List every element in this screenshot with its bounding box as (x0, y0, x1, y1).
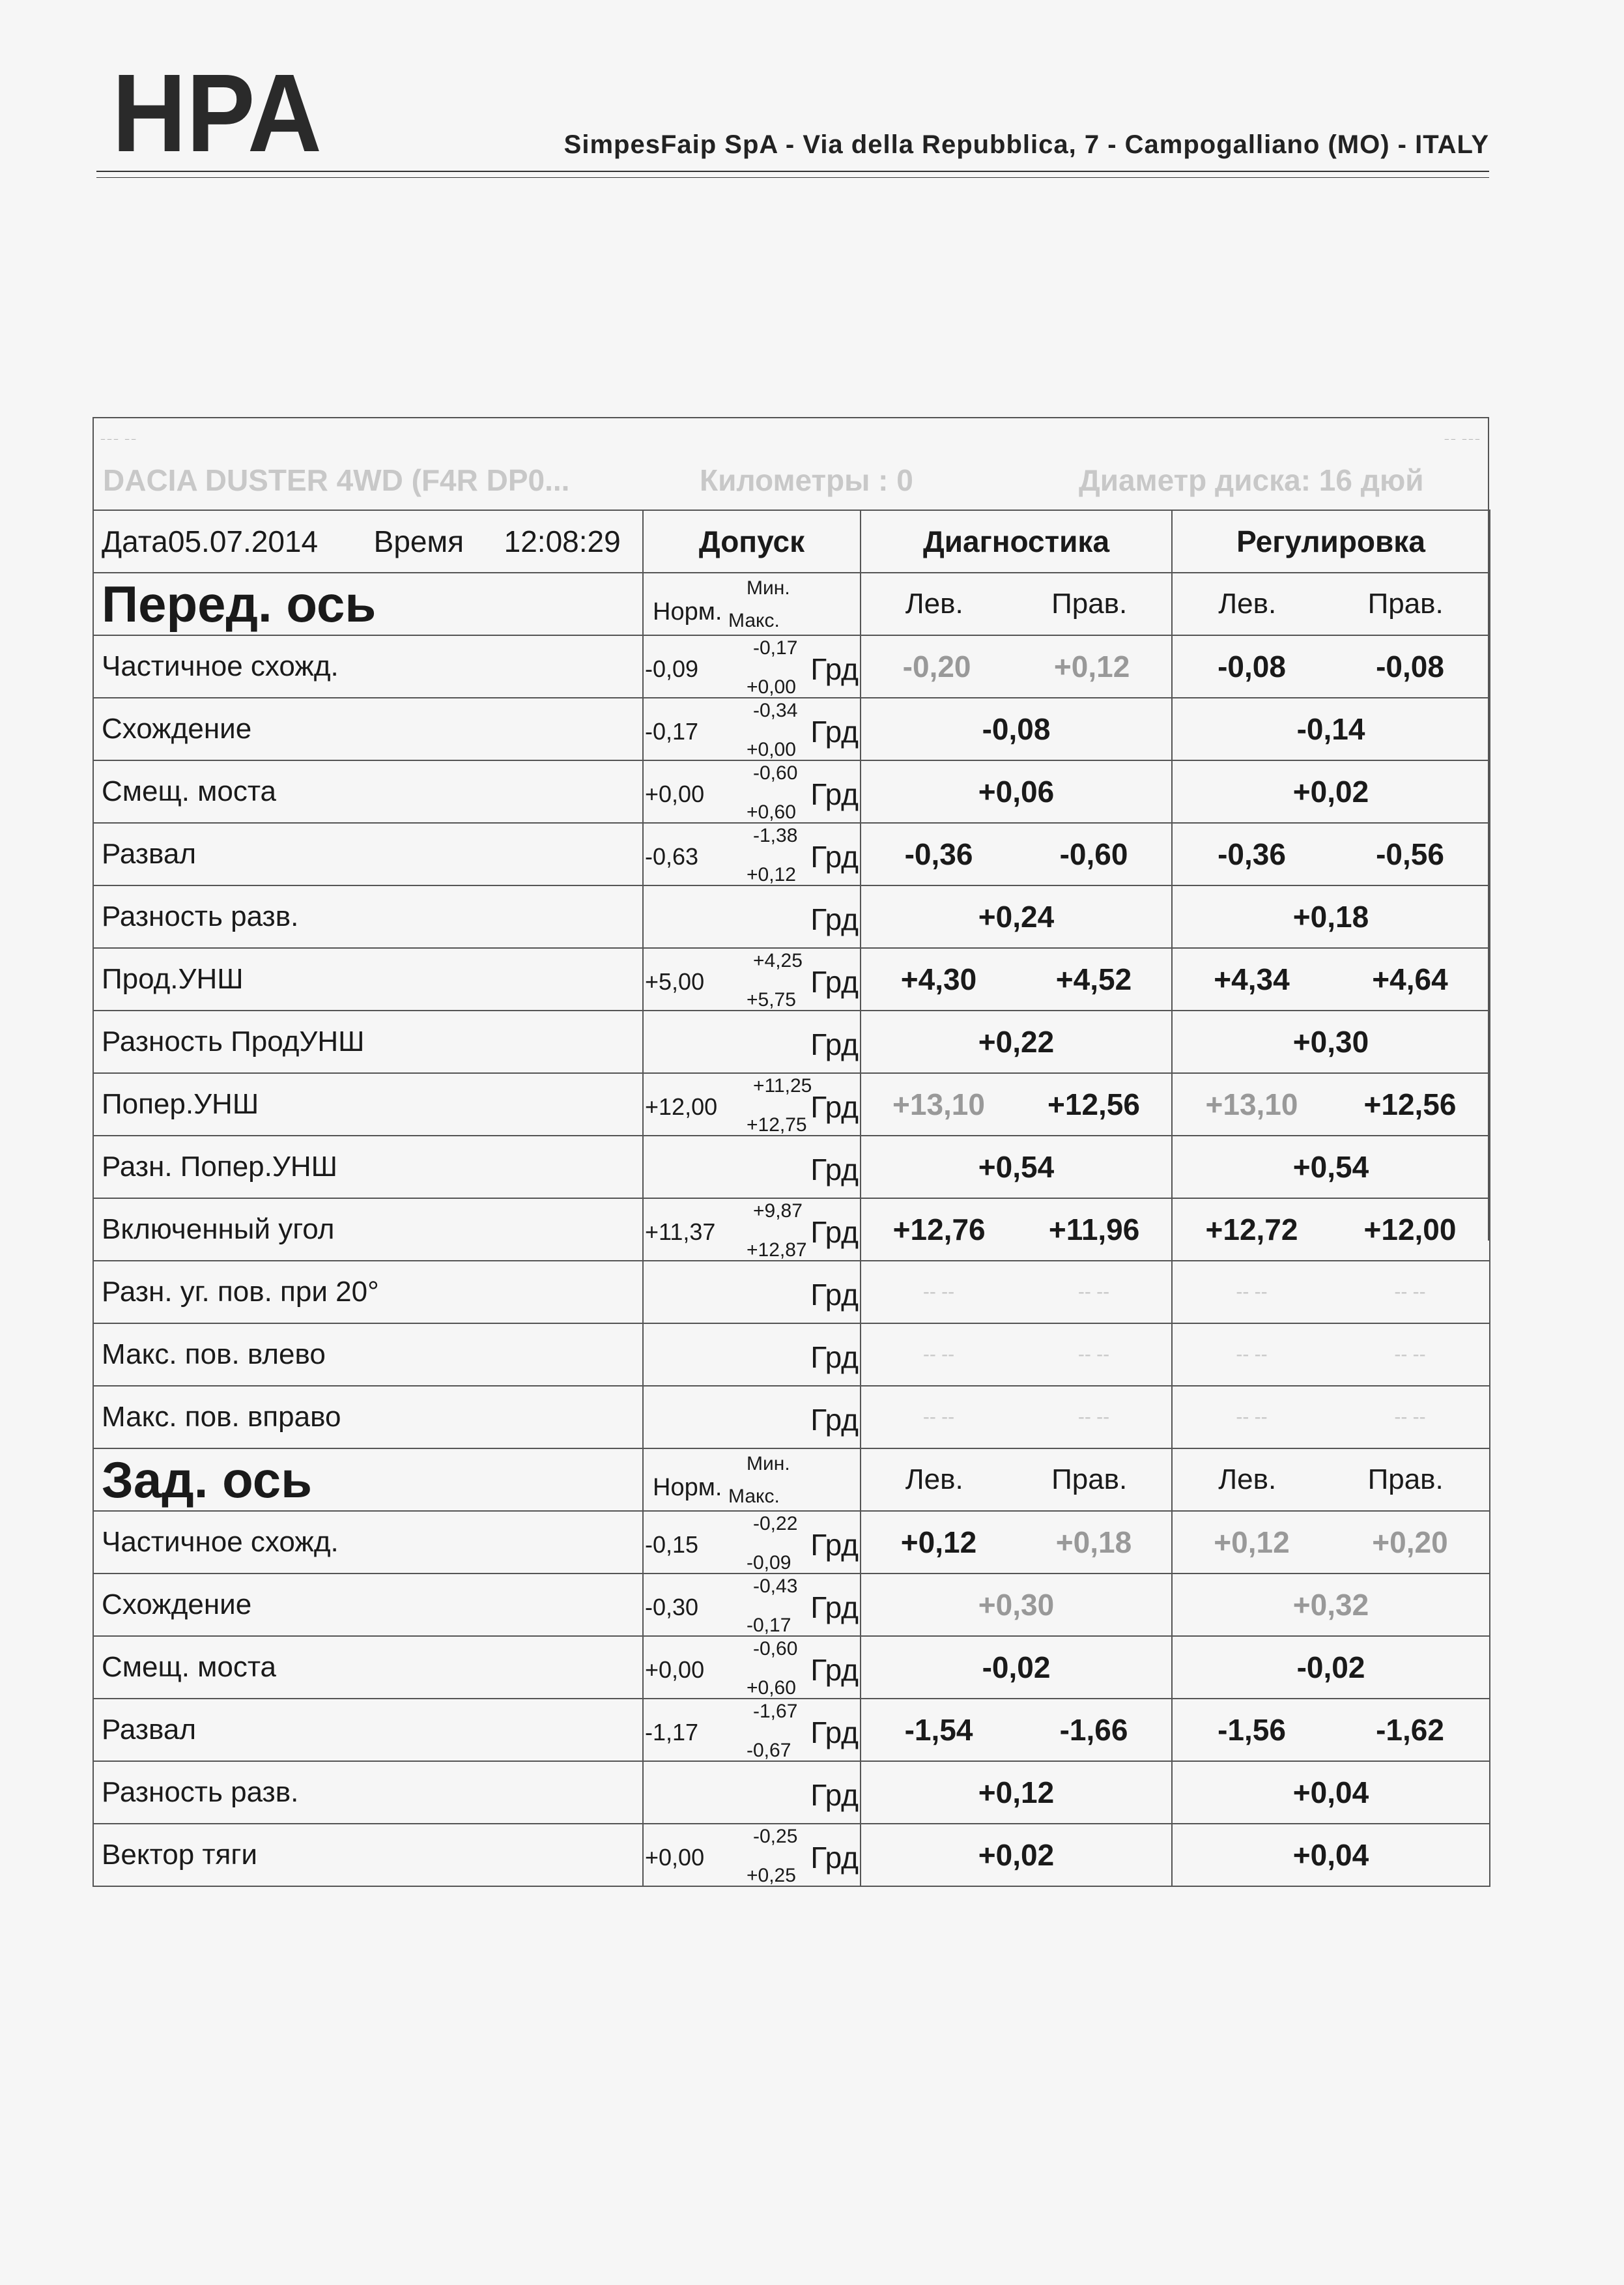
tolerance-values (644, 824, 860, 885)
diag-cell (861, 948, 1172, 1011)
adj-pair (1173, 1512, 1489, 1573)
tolerance-cell (643, 1574, 861, 1636)
table-row (93, 1136, 1490, 1198)
diag-left-value: +0,12 (900, 1525, 977, 1559)
table-row (93, 760, 1490, 823)
parameter-label: Смещ. моста (93, 1636, 643, 1699)
max-value: -0,09 (747, 1552, 791, 1574)
parameter-label: Смещ. моста (93, 760, 643, 823)
diag-pair (861, 824, 1171, 885)
adj-value: +0,54 (1172, 1136, 1490, 1198)
unit-label: Грд (810, 1653, 859, 1687)
tolerance-values (644, 1199, 860, 1260)
max-value: -0,17 (747, 1615, 791, 1636)
tolerance-values (644, 761, 860, 822)
diag-value: -0,08 (861, 698, 1172, 760)
adj-value: -0,02 (1172, 1636, 1490, 1699)
tolerance-values (644, 636, 860, 697)
adj-right-value: +0,20 (1372, 1525, 1448, 1559)
header-rule-top (96, 171, 1489, 172)
adj-left-value: +13,10 (1205, 1087, 1298, 1121)
tolerance-cell (643, 1261, 861, 1323)
diag-value: -0,02 (861, 1636, 1172, 1699)
unit-label: Грд (810, 840, 859, 874)
adj-left-value: -0,08 (1218, 650, 1286, 683)
parameter-label: Попер.УНШ (93, 1073, 643, 1136)
parameter-label: Прод.УНШ (93, 948, 643, 1011)
diag-left-value: -0,36 (904, 837, 973, 871)
max-value: +0,00 (747, 676, 796, 698)
company-address: SimpesFaip SpA - Via della Repubblica, 7 - Campogalliano (MO) - ITALY (563, 130, 1489, 159)
tolerance-cell (643, 1011, 861, 1073)
table-row (93, 1011, 1490, 1073)
max-value: +12,75 (747, 1114, 807, 1136)
min-value: +4,25 (753, 950, 803, 971)
adj-left-value: -- -- (1236, 1281, 1268, 1302)
norm-value: -0,17 (645, 718, 699, 745)
parameter-label: Развал (93, 823, 643, 885)
tolerance-values (644, 886, 860, 947)
table-header-row (93, 510, 1490, 573)
diag-pair (861, 1324, 1171, 1385)
diag-right-value: +0,12 (1053, 650, 1130, 683)
diag-right-value: +12,56 (1047, 1087, 1140, 1121)
norm-header: Норм. (653, 1474, 722, 1501)
diag-right-value: +0,18 (1055, 1525, 1132, 1559)
min-value: -0,60 (753, 1638, 798, 1660)
tolerance-values (644, 1699, 860, 1760)
adj-cell (1172, 1198, 1490, 1261)
adj-value: +0,32 (1172, 1574, 1490, 1636)
adj-cell (1172, 1323, 1490, 1386)
parameter-label: Схождение (93, 698, 643, 760)
adj-side-labels (1173, 1449, 1489, 1510)
adj-cell (1172, 1386, 1490, 1448)
unit-label: Грд (810, 1403, 859, 1437)
tolerance-values (644, 1011, 860, 1072)
front_axle-title: Перед. ось (93, 573, 643, 635)
diag-cell (861, 1198, 1172, 1261)
vehicle-rim: Диаметр диска: 16 дюй (1079, 463, 1424, 497)
adj-value: -0,14 (1172, 698, 1490, 760)
parameter-label: Разн. уг. пов. при 20° (93, 1261, 643, 1323)
diag-value: +0,02 (861, 1824, 1172, 1886)
tolerance-cell (643, 1761, 861, 1824)
tolerance-cell (643, 1824, 861, 1886)
adj-cell (1172, 1699, 1490, 1761)
right-header: Прав. (1051, 588, 1128, 620)
adj-pair (1173, 1387, 1489, 1448)
adj-pair (1173, 1324, 1489, 1385)
parameter-label: Разность разв. (93, 1761, 643, 1824)
min-value: -0,60 (753, 762, 798, 784)
min-value: -1,67 (753, 1701, 798, 1722)
min-value: -0,22 (753, 1513, 798, 1534)
diag-right-value: -0,60 (1059, 837, 1128, 871)
tolerance-values (644, 1324, 860, 1385)
adj-value: +0,18 (1172, 885, 1490, 948)
diag-pair (861, 1074, 1171, 1135)
unit-label: Грд (810, 902, 859, 936)
tolerance-cell (643, 1636, 861, 1699)
table-row (93, 1761, 1490, 1824)
max-value: +0,12 (747, 864, 796, 885)
diag-cell (861, 1699, 1172, 1761)
adj-left-value: +0,12 (1214, 1525, 1290, 1559)
table-row (93, 823, 1490, 885)
adj-right-value: -- -- (1394, 1344, 1426, 1365)
min-value: -0,43 (753, 1575, 798, 1597)
norm-value: -1,17 (645, 1719, 699, 1746)
diag-value: +0,12 (861, 1761, 1172, 1824)
vehicle-km: Километры : 0 (700, 463, 913, 497)
diag-left-value: -- -- (922, 1281, 955, 1302)
diag-left-value: +13,10 (892, 1087, 985, 1121)
adj-side-header (1172, 1448, 1490, 1511)
parameter-label: Макс. пов. влево (93, 1323, 643, 1386)
table-row (93, 1824, 1490, 1886)
diag-cell (861, 1261, 1172, 1323)
tolerance-subheader-wrap (644, 573, 860, 635)
unit-label: Грд (810, 1278, 859, 1312)
tolerance-values (644, 1574, 860, 1635)
adj-left-value: -- -- (1236, 1344, 1268, 1365)
adj-left-value: -1,56 (1218, 1713, 1286, 1747)
max-value: -0,67 (747, 1740, 791, 1761)
diag-pair (861, 636, 1171, 697)
adj-pair (1173, 1261, 1489, 1323)
diag-pair (861, 1387, 1171, 1448)
adj-cell (1172, 1511, 1490, 1574)
diag-left-value: -0,20 (902, 650, 971, 683)
norm-value: +12,00 (645, 1093, 718, 1120)
diag-cell (861, 1511, 1172, 1574)
tolerance-subheader (643, 573, 861, 635)
date-label: Дата (102, 525, 168, 558)
adj-pair (1173, 824, 1489, 885)
table-row (93, 1636, 1490, 1699)
diag-side-labels (861, 573, 1171, 635)
tolerance-cell (643, 1323, 861, 1386)
diag-right-value: -1,66 (1059, 1713, 1128, 1747)
tolerance-subheader-wrap (644, 1449, 860, 1510)
parameter-label: Развал (93, 1699, 643, 1761)
diag-left-value: -- -- (922, 1406, 955, 1428)
adj-pair (1173, 949, 1489, 1010)
left-header: Лев. (905, 1463, 963, 1495)
parameter-label: Вектор тяги (93, 1824, 643, 1886)
tolerance-cell (643, 885, 861, 948)
adj-right-value: +4,64 (1372, 962, 1448, 996)
table-row (93, 1699, 1490, 1761)
table-row (93, 948, 1490, 1011)
tolerance-cell (643, 823, 861, 885)
parameter-label: Частичное схожд. (93, 635, 643, 698)
diag-right-value: -- -- (1077, 1344, 1110, 1365)
parameter-label: Разность ПродУНШ (93, 1011, 643, 1073)
unit-label: Грд (810, 1778, 859, 1812)
unit-label: Грд (810, 1716, 859, 1749)
left-header: Лев. (905, 588, 963, 620)
diag-value: +0,06 (861, 760, 1172, 823)
tolerance-cell (643, 948, 861, 1011)
diag-side-header (861, 573, 1172, 635)
front_axle-header-row (93, 573, 1490, 635)
tolerance-values (644, 1824, 860, 1886)
table-row (93, 635, 1490, 698)
min-value: -1,38 (753, 825, 798, 846)
logo-text: HPA (112, 70, 322, 156)
diag-cell (861, 635, 1172, 698)
min-value: -0,25 (753, 1826, 798, 1847)
diag-pair (861, 949, 1171, 1010)
adj-left-value: +12,72 (1205, 1213, 1298, 1246)
table-row (93, 1261, 1490, 1323)
table-row (93, 1073, 1490, 1136)
right-header: Прав. (1051, 1463, 1128, 1495)
adj-right-value: +12,00 (1363, 1213, 1457, 1246)
vehicle-model: DACIA DUSTER 4WD (F4R DP0... (103, 463, 570, 497)
norm-value: -0,09 (645, 655, 699, 682)
adj-pair (1173, 636, 1489, 697)
diagnostics-header: Диагностика (861, 510, 1172, 573)
diag-side-header (861, 1448, 1172, 1511)
table-row (93, 885, 1490, 948)
left-header: Лев. (1218, 1463, 1277, 1495)
diag-left-value: +4,30 (900, 962, 977, 996)
parameter-label: Схождение (93, 1574, 643, 1636)
tolerance-cell (643, 1073, 861, 1136)
adj-side-labels (1173, 573, 1489, 635)
table-row (93, 1323, 1490, 1386)
table-row (93, 698, 1490, 760)
date-value: 05.07.2014 (167, 525, 319, 558)
diag-value: +0,54 (861, 1136, 1172, 1198)
diag-side-labels (861, 1449, 1171, 1510)
adj-cell (1172, 1073, 1490, 1136)
alignment-table (93, 510, 1490, 1887)
header-rule-bottom (96, 177, 1489, 178)
diag-right-value: +11,96 (1048, 1213, 1140, 1246)
norm-value: +11,37 (645, 1218, 716, 1245)
tolerance-cell (643, 1198, 861, 1261)
adj-right-value: -- -- (1394, 1406, 1426, 1428)
adj-cell (1172, 1261, 1490, 1323)
adj-value: +0,04 (1172, 1824, 1490, 1886)
adj-left-value: -0,36 (1218, 837, 1286, 871)
tolerance-values (644, 1637, 860, 1698)
unit-label: Грд (810, 1153, 859, 1186)
datetime-cell (93, 510, 643, 573)
tolerance-cell (643, 1511, 861, 1574)
adj-right-value: -- -- (1394, 1281, 1426, 1302)
adj-cell (1172, 948, 1490, 1011)
tolerance-subheader (643, 1448, 861, 1511)
adj-value: +0,02 (1172, 760, 1490, 823)
norm-value: +5,00 (645, 968, 705, 995)
adj-right-value: -1,62 (1376, 1713, 1444, 1747)
parameter-label: Разн. Попер.УНШ (93, 1136, 643, 1198)
rear_axle-header-row (93, 1448, 1490, 1511)
unit-label: Грд (810, 777, 859, 811)
rear_axle-title: Зад. ось (93, 1448, 643, 1511)
adj-left-value: -- -- (1236, 1406, 1268, 1428)
left-header: Лев. (1218, 588, 1277, 620)
max-value: +0,25 (747, 1865, 796, 1886)
max-value: +0,60 (747, 801, 796, 823)
diag-pair (861, 1261, 1171, 1323)
diag-left-value: +12,76 (892, 1213, 986, 1246)
max-value: +5,75 (747, 989, 796, 1011)
diag-value: +0,30 (861, 1574, 1172, 1636)
tolerance-header: Допуск (643, 510, 861, 573)
diag-pair (861, 1699, 1171, 1760)
adj-cell (1172, 823, 1490, 885)
diag-value: +0,22 (861, 1011, 1172, 1073)
diag-left-value: -1,54 (904, 1713, 973, 1747)
adj-pair (1173, 1074, 1489, 1135)
min-value: -0,34 (753, 700, 798, 721)
min-value: -0,17 (753, 637, 798, 659)
unit-label: Грд (810, 1841, 859, 1875)
unit-label: Грд (810, 1528, 859, 1562)
norm-value: -0,63 (645, 843, 699, 870)
tolerance-cell (643, 635, 861, 698)
tolerance-cell (643, 1699, 861, 1761)
adj-side-header (1172, 573, 1490, 635)
diag-left-value: -- -- (922, 1344, 955, 1365)
diag-value: +0,24 (861, 885, 1172, 948)
min-header: Мин. (747, 577, 790, 599)
norm-value: -0,15 (645, 1531, 699, 1558)
adj-right-value: -0,56 (1376, 837, 1444, 871)
max-value: +12,87 (747, 1239, 807, 1261)
norm-value: +0,00 (645, 1656, 705, 1683)
tolerance-cell (643, 1386, 861, 1448)
tolerance-cell (643, 760, 861, 823)
tolerance-values (644, 1074, 860, 1135)
right-header: Прав. (1367, 1463, 1444, 1495)
table-row (93, 1198, 1490, 1261)
parameter-label: Разность разв. (93, 885, 643, 948)
tolerance-values (644, 698, 860, 760)
unit-label: Грд (810, 1215, 859, 1249)
unit-label: Грд (810, 1590, 859, 1624)
tolerance-values (644, 1136, 860, 1198)
unit-label: Грд (810, 652, 859, 686)
adjustment-header: Регулировка (1172, 510, 1490, 573)
norm-value: -0,30 (645, 1594, 699, 1620)
unit-label: Грд (810, 1340, 859, 1374)
adj-pair (1173, 1699, 1489, 1760)
adj-value: +0,04 (1172, 1761, 1490, 1824)
unit-label: Грд (810, 1028, 859, 1061)
adj-pair (1173, 1199, 1489, 1260)
adj-cell (1172, 635, 1490, 698)
table-row (93, 1511, 1490, 1574)
max-value: +0,60 (747, 1677, 796, 1699)
max-header: Макс. (728, 610, 780, 631)
right-header: Прав. (1367, 588, 1444, 620)
time-value: 12:08:29 (504, 525, 621, 558)
tolerance-values (644, 1512, 860, 1573)
norm-header: Норм. (653, 598, 722, 625)
diag-right-value: -- -- (1077, 1281, 1110, 1302)
min-value: +11,25 (753, 1075, 812, 1097)
diag-cell (861, 1323, 1172, 1386)
tiny-dash-left: ––– –– (100, 433, 138, 445)
max-header: Макс. (728, 1486, 780, 1507)
unit-label: Грд (810, 965, 859, 999)
tolerance-values (644, 1387, 860, 1448)
norm-value: +0,00 (645, 781, 705, 807)
unit-label: Грд (810, 1090, 859, 1124)
time-label: Время (373, 525, 464, 558)
tolerance-cell (643, 698, 861, 760)
tolerance-values (644, 1762, 860, 1823)
tolerance-cell (643, 1136, 861, 1198)
diag-right-value: -- -- (1077, 1406, 1110, 1428)
max-value: +0,00 (747, 739, 796, 760)
tolerance-values (644, 1261, 860, 1323)
diag-cell (861, 1386, 1172, 1448)
norm-value: +0,00 (645, 1844, 705, 1871)
diag-cell (861, 1073, 1172, 1136)
parameter-label: Частичное схожд. (93, 1511, 643, 1574)
diag-cell (861, 823, 1172, 885)
adj-value: +0,30 (1172, 1011, 1490, 1073)
parameter-label: Макс. пов. вправо (93, 1386, 643, 1448)
min-header: Мин. (747, 1453, 790, 1474)
tolerance-values (644, 949, 860, 1010)
diag-right-value: +4,52 (1055, 962, 1132, 996)
adj-right-value: +12,56 (1363, 1087, 1457, 1121)
table-row (93, 1386, 1490, 1448)
tiny-dash-right: –– ––– (1444, 433, 1481, 445)
parameter-label: Включенный угол (93, 1198, 643, 1261)
table-row (93, 1574, 1490, 1636)
diag-pair (861, 1199, 1171, 1260)
unit-label: Грд (810, 715, 859, 749)
diag-pair (861, 1512, 1171, 1573)
min-value: +9,87 (753, 1200, 803, 1222)
adj-right-value: -0,08 (1376, 650, 1444, 683)
adj-left-value: +4,34 (1214, 962, 1290, 996)
